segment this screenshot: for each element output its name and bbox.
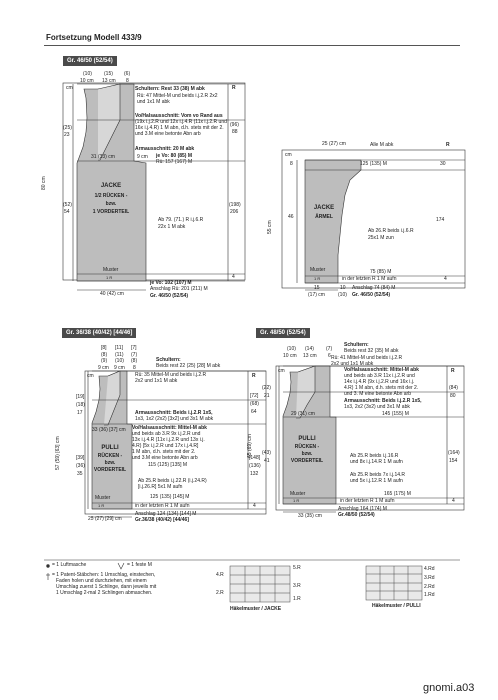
- width-label: [11]: [115, 345, 123, 351]
- neck-note: und beids ab 3.R 9x i.j.2.R und: [132, 431, 201, 437]
- armhole-note: 1x3, 2x2 (3x2) und 3x1 M abk: [344, 404, 410, 410]
- width-label: 33 (35) cm: [298, 513, 322, 519]
- neck-note: und beids ab 3.R 11x i.j.2.R und: [344, 373, 415, 379]
- height-label: (18): [76, 402, 85, 408]
- row-count: [148]: [249, 455, 261, 461]
- stitch-count: 145 (155) M: [382, 411, 409, 417]
- increase-note: 25x1 M zun: [368, 235, 394, 241]
- shoulder-note: Schultern:: [344, 342, 369, 348]
- cast-on-note: Anschlag 124 (134) [144] M: [135, 511, 197, 517]
- cm-label: cm: [87, 373, 94, 379]
- page-title: Fortsetzung Modell 433/9: [46, 33, 142, 42]
- width-label: 13 cm: [102, 78, 116, 84]
- width-label: (8): [131, 358, 138, 364]
- row-count: 132: [250, 471, 259, 477]
- cast-on-note: Anschlag 164 (174) M: [338, 506, 387, 512]
- width-label: 10 cm: [80, 78, 94, 84]
- row-count: 206: [230, 209, 239, 215]
- row-label: 1 R: [314, 276, 321, 281]
- size-caption: Gr. 46/50 (52/54): [150, 293, 189, 299]
- stitch-count: 125 (135) M: [360, 161, 387, 167]
- row-count: 4: [452, 498, 455, 504]
- width-label: (7): [131, 352, 138, 358]
- cm-label: cm: [285, 152, 292, 158]
- shoulder-note: Beids rest 22 (25) [28] M abk: [156, 363, 221, 369]
- piece-title: ÄRMEL: [315, 214, 333, 220]
- height-label: (52): [63, 202, 72, 208]
- row-count: 4: [444, 276, 447, 282]
- chart-row-label: 5.R: [293, 565, 301, 571]
- watermark: gnomi.a03: [423, 682, 475, 694]
- width-label: (8): [101, 352, 108, 358]
- shoulder-note: Rü: 35 Mittel-M und beids i.j.2.R: [135, 372, 207, 378]
- row-count: (68): [250, 401, 259, 407]
- neck-note: Vo/Halsausschnitt: Vom vo Rand aus: [135, 113, 223, 119]
- shoulder-note: Rü: 47 Mittel-M und beids i.j.2.R 2x2: [137, 93, 218, 99]
- width-label: 25 (27) cm: [322, 141, 346, 147]
- row-count: (164): [448, 450, 460, 456]
- pattern-label: Muster: [95, 495, 111, 501]
- total-height-label: 80 cm: [41, 176, 47, 190]
- stitch-count: 125 (135) [145] M: [150, 494, 190, 500]
- total-height-label: 57 (59) [63] cm: [55, 436, 61, 470]
- piece-title: JACKE: [100, 183, 122, 189]
- cm-label: cm: [278, 368, 285, 374]
- legend-patent: 1 Umschlag 2-mal 2 Schlingen abmaschen.: [56, 590, 153, 596]
- decrease-note: Ab 79. (71.) R i.j.6.R: [158, 217, 204, 223]
- neck-note: 4.R) 1 M abn, d.h. stets mit der 2.: [344, 385, 419, 391]
- width-label: 15: [314, 285, 320, 291]
- width-label: (10): [287, 346, 296, 352]
- height-label: 54: [64, 209, 70, 215]
- width-label: 9 cm: [114, 365, 125, 371]
- r-header: R: [451, 368, 455, 374]
- increase-note: [i.j.26.R] 5x1 M aufn: [138, 484, 183, 490]
- legend-patent: = 1 Patent-Stäbchen: 1 Umschlag, einstechen,: [52, 572, 156, 578]
- stitch-count: 115 (125) [135] M: [148, 462, 188, 468]
- chart-caption: Häkelmuster / JACKE: [230, 606, 282, 612]
- stitch-count: Rü: 157 (167) M: [156, 159, 193, 165]
- shoulder-note: 2x2 und 1x1 M abk: [331, 361, 374, 367]
- size-caption: Gr.48/50 (52/54): [338, 512, 375, 518]
- row-label: 1 R: [293, 498, 300, 503]
- width-label: 8: [126, 78, 129, 84]
- piece-title: RÜCKEN -: [294, 444, 320, 450]
- r-header: R: [232, 85, 236, 91]
- shoulder-note: Schultern: Rest 33 (38) M abk: [135, 86, 205, 92]
- decrease-note: 22x 1 M abk: [158, 224, 186, 230]
- shoulder-note: und 1x1 M abk: [137, 99, 170, 105]
- height-label: 35: [77, 471, 83, 477]
- width-label: (14): [305, 346, 314, 352]
- chart-row-label: 3.R: [293, 583, 301, 589]
- piece-title: JACKE: [313, 205, 335, 211]
- bind-off-note: Alle M abk: [370, 142, 394, 148]
- chart-row-label: 4.Rd: [424, 566, 435, 572]
- neck-note: 14x i.j.4.R (9x i.j.2.R und 16x i.j.: [344, 379, 415, 385]
- pattern-label: Muster: [103, 267, 119, 273]
- width-label: [8]: [101, 345, 107, 351]
- r-header: R: [252, 373, 256, 379]
- piece-title: bzw.: [105, 201, 117, 207]
- piece-title: VORDERTEIL: [93, 467, 127, 473]
- row-count: 4: [253, 503, 256, 509]
- total-height-label: 65 (69) cm: [247, 434, 253, 458]
- width-label: (9): [101, 358, 108, 364]
- panel4-size-header: Gr. 48/50 (52/54): [256, 328, 310, 338]
- neck-note: 1 M abn, d.h. stets mit der 2.: [132, 449, 196, 455]
- height-label: (25): [63, 125, 72, 131]
- neck-note: und 3. M eine betonte Abn arb: [344, 391, 411, 397]
- chart-row-label: 1.R: [293, 596, 301, 602]
- neck-note: und 3.M eine betonte Abn arb: [135, 131, 201, 137]
- piece-title: PULLI: [101, 445, 119, 451]
- chart-row-label: 3.Rd: [424, 575, 435, 581]
- increase-note: und 5x i.j.12.R 1 M aufn: [350, 478, 403, 484]
- neck-note: und 3.M eine betonte Abn arb: [132, 455, 198, 461]
- legend-patent: Faden holen und durchziehen, mit einem: [56, 578, 147, 584]
- total-height-label: 55 cm: [267, 220, 273, 234]
- increase-note: Ab 26.R beids i.j.6.R: [368, 228, 414, 234]
- piece-title: VORDERTEIL: [290, 458, 324, 464]
- width-label: 25 (27) [29] cm: [88, 516, 122, 522]
- neck-note: 13x i.j.4.R (11x i.j.2.R und 13x i.j.: [132, 437, 205, 443]
- chart-row-label: 1.Rd: [424, 592, 435, 598]
- armhole-note: Armausschnitt: 20 M abk: [135, 146, 195, 152]
- panel1-size-header: Gr. 46/50 (52/54): [63, 56, 117, 66]
- cast-on-note: Anschlag Rü: 201 (211) M: [150, 286, 208, 292]
- neck-note: (19x i.j.2.R und 12x i.j.4.R (11x i.j.2.R und: [135, 119, 227, 125]
- cm-label: cm: [66, 85, 73, 91]
- cast-on-note: Anschlag 74 (84) M: [352, 285, 396, 291]
- increase-note: in der letzten R 1 M aufn: [340, 498, 395, 504]
- width-label: (17) cm: [308, 292, 325, 298]
- width-label: 8: [133, 365, 136, 371]
- chart-row-label: 4.R: [216, 572, 224, 578]
- size-caption: Gr. 46/50 (52/54): [352, 292, 391, 298]
- row-label: 1 R: [106, 275, 113, 280]
- row-count: 80: [450, 393, 456, 399]
- width-label: (15): [104, 71, 113, 77]
- panel3-size-header: Gr. 36/38 (40/42) [44/46]: [62, 328, 136, 338]
- row-count: (96): [230, 122, 239, 128]
- pattern-label: Muster: [290, 491, 306, 497]
- height-label: 23: [64, 132, 70, 138]
- width-label: 33 (36) [37] cm: [92, 427, 126, 433]
- chart-caption: Häkelmuster / PULLI: [372, 603, 421, 609]
- height-label: 8: [290, 161, 293, 167]
- increase-note: in der letzten R 1 M aufn: [135, 503, 190, 509]
- increase-note: in der letzten R 1 M aufn: [342, 276, 397, 282]
- increase-note: Ab 25.R beids 7x i.j.14.R: [350, 472, 406, 478]
- width-label: (10): [115, 358, 124, 364]
- piece-title: bzw.: [301, 451, 313, 457]
- width-label: 6: [328, 353, 331, 359]
- shoulder-note: Beids rest 32 (35) M abk: [344, 348, 399, 354]
- width-label: (7): [326, 346, 333, 352]
- width-label: 10: [340, 285, 346, 291]
- armhole-note: Armausschnitt: Beids i.j.2.R 1x5,: [344, 398, 422, 404]
- neck-note: 4.R) [5x i.j.2.R und 17x i.j.4.R]: [132, 443, 199, 449]
- piece-title: 1/2 RÜCKEN -: [94, 193, 128, 199]
- height-label: [19]: [76, 394, 85, 400]
- height-label: 41: [264, 458, 270, 464]
- increase-note: Ab 25.R beids i.j.22.R (i.j.24.R): [138, 478, 207, 484]
- width-label: 13 cm: [303, 353, 317, 359]
- height-label: 17: [77, 410, 83, 416]
- height-label: 21: [264, 393, 270, 399]
- width-label: (6): [124, 71, 131, 77]
- stitch-count: 75 (85) M: [370, 269, 392, 275]
- row-count: (136): [249, 463, 261, 469]
- row-label: 1 R: [98, 503, 105, 508]
- width-label: (10): [83, 71, 92, 77]
- width-label: 29 (31) cm: [291, 411, 315, 417]
- width-label: 31 (33) cm: [91, 154, 115, 160]
- piece-title: bzw.: [104, 460, 116, 466]
- size-caption: Gr.36/38 (40/42) [44/46]: [135, 517, 189, 523]
- piece-title: 1 VORDERTEIL: [92, 209, 130, 215]
- neck-note: Vo/Halsausschnitt: Mittel-M abk: [132, 425, 207, 431]
- width-label: (11): [115, 352, 124, 358]
- width-label: 40 (42) cm: [100, 291, 124, 297]
- row-count: [72]: [250, 393, 259, 399]
- width-label: 9 cm: [98, 365, 109, 371]
- row-count: 174: [436, 217, 445, 223]
- shoulder-note: Rü: 41 Mittel-M und beids i.j.2.R: [331, 355, 403, 361]
- width-label: (10): [338, 292, 347, 298]
- row-count: (198): [229, 202, 241, 208]
- width-label: 10 cm: [283, 353, 297, 359]
- row-count: 88: [232, 129, 238, 135]
- r-header: R: [446, 142, 450, 148]
- row-count: (84): [449, 385, 458, 391]
- row-count: 4: [232, 274, 235, 280]
- shoulder-note: Schultern:: [156, 357, 181, 363]
- legend-patent: Umschlag zuerst 1 Schlinge, dann jeweils mit: [56, 584, 157, 590]
- legend-single-crochet: = 1 feste M: [127, 562, 152, 568]
- stitch-count: 165 (175) M: [384, 491, 411, 497]
- row-count: 30: [440, 161, 446, 167]
- legend-chain-stitch: = 1 Luftmasche: [52, 562, 87, 568]
- height-label: 46: [288, 214, 294, 220]
- crochet-chart-pulli: [366, 566, 422, 600]
- row-count: 154: [449, 458, 458, 464]
- piece-title: RÜCKEN -: [97, 453, 123, 459]
- stitch-count: je Vo: 102 (107) M: [150, 280, 192, 286]
- sleeve-shape: [305, 160, 361, 283]
- armhole-note: Armausschnitt: Beids i.j.2.R 1x5,: [135, 410, 213, 416]
- row-count: 64: [251, 409, 257, 415]
- height-label: (36): [76, 463, 85, 469]
- crochet-chart-jacke: [230, 566, 290, 602]
- chart-row-label: 2.R: [216, 590, 224, 596]
- width-label: [7]: [131, 345, 137, 351]
- shoulder-note: 2x2 und 1x1 M abk: [135, 378, 178, 384]
- width-label: 9 cm: [137, 154, 148, 160]
- neck-note: Vo/Halsausschnitt: Mittel-M abk: [344, 367, 419, 373]
- armhole-note: 1x3, 1x2 (2x2) [3x2] und 3x1 M abk: [135, 416, 214, 422]
- height-label: (43): [262, 450, 271, 456]
- increase-note: Ab 25.R beids i.j.16.R: [350, 453, 399, 459]
- piece-title: PULLI: [298, 436, 316, 442]
- increase-note: und 8x i.j.14.R 1 M aufn: [350, 459, 403, 465]
- chart-row-label: 2.Rd: [424, 584, 435, 590]
- pattern-label: Muster: [310, 267, 326, 273]
- height-label: [39]: [76, 455, 85, 461]
- height-label: (22): [262, 385, 271, 391]
- stitch-count: je Vo: 80 (85) M: [156, 153, 193, 159]
- neck-note: 16x i.j.4.R) 1 M abn, d.h. stets mit der 2.: [135, 125, 224, 131]
